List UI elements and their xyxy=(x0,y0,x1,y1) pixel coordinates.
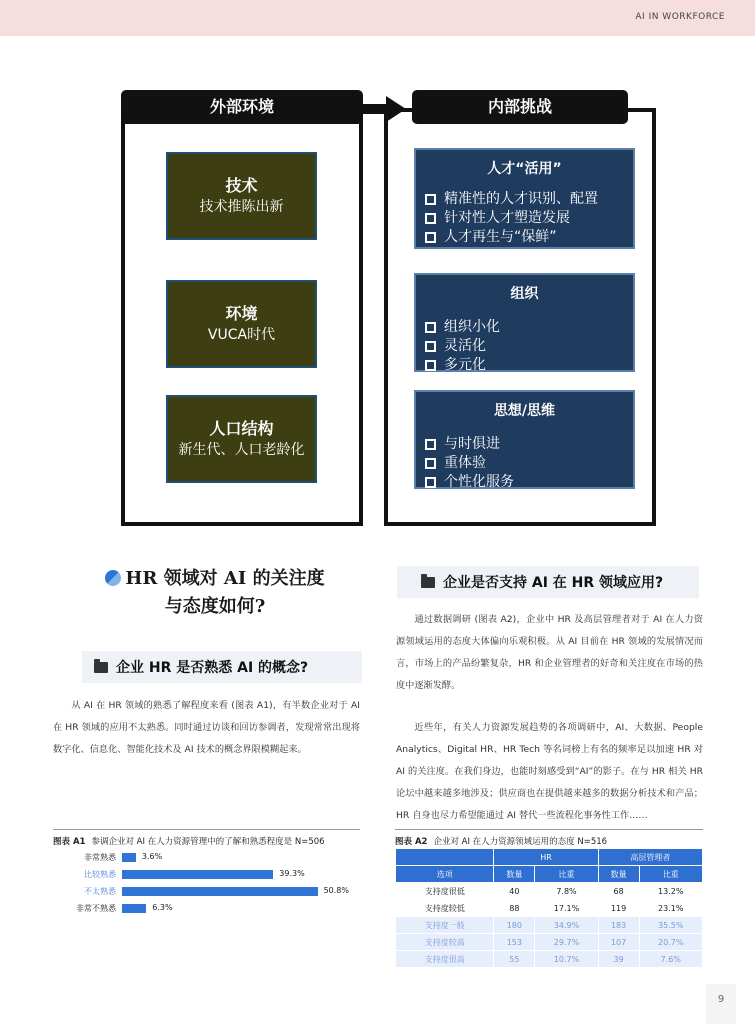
bar xyxy=(122,853,136,862)
checkbox-icon xyxy=(425,477,436,488)
right-subheading: 企业是否支持 AI 在 HR 领域应用? xyxy=(397,566,699,598)
checkbox-icon xyxy=(425,232,436,243)
list-item: 与时俱进 xyxy=(425,435,633,454)
checkbox-icon xyxy=(425,341,436,352)
right-paragraph-2: 近些年，有关人力资源发展趋势的各项调研中，AI、大数据、People Analytics、Digital HR、HR Tech 等名词榜上有名的频率足以加速 HR 对 AI 的关注度。在我们身边，也能时刻感受到“AI”的影子。在与 HR 相关 HR 论坛中越来越多地涉及；供应商也在提供越来越多的数据分析技术和产品；HR 自身也尽力希望能通过 AI 替代一些流程化事务性工作…… xyxy=(396,722,703,821)
bar-value-label: 50.8% xyxy=(323,886,349,895)
checkbox-icon xyxy=(425,439,436,450)
left-box-title: 环境 xyxy=(225,304,258,323)
table-group-header: HR xyxy=(494,849,598,866)
bar-value-label: 39.3% xyxy=(279,869,305,878)
left-box-title: 技术 xyxy=(225,176,258,195)
left-subheading: 企业 HR 是否熟悉 AI 的概念? xyxy=(82,651,362,683)
header-bar xyxy=(0,0,755,36)
list-item: 个性化服务 xyxy=(425,473,633,492)
bar xyxy=(122,887,318,896)
fig-a1-title: 图表 A1 参调企业对 AI 在人力资源管理中的了解和熟悉程度是 N=506 xyxy=(53,837,325,847)
table-header-empty xyxy=(396,849,494,866)
table-column-header: 选项 xyxy=(396,866,494,883)
table-column-header: 比重 xyxy=(535,866,598,883)
fig-a2-title: 图表 A2 企业对 AI 在人力资源领域运用的态度 N=516 xyxy=(395,837,608,847)
header-text: AI IN WORKFORCE xyxy=(635,12,725,22)
bar-category-label: 比较熟悉 xyxy=(84,870,116,879)
bar-value-label: 3.6% xyxy=(141,852,163,861)
fig-a2-table xyxy=(395,848,703,968)
right-head: 内部挑战 xyxy=(412,90,628,124)
list-item: 精准性的人才识别、配置 xyxy=(425,190,633,209)
right-box-title: 组织 xyxy=(510,286,539,302)
left-box-population xyxy=(166,395,317,483)
bar-category-label: 不太熟悉 xyxy=(84,887,116,896)
checkbox-icon xyxy=(425,322,436,333)
bar-category-label: 非常不熟悉 xyxy=(76,904,116,913)
fig-a1-rule xyxy=(53,829,360,830)
page-number: 9 xyxy=(706,984,736,1024)
right-box-mindset xyxy=(414,390,635,489)
folder-icon xyxy=(94,662,108,673)
bar-value-label: 6.3% xyxy=(152,903,173,912)
fig-a2-rule xyxy=(395,829,703,830)
table-column-header: 数量 xyxy=(494,866,535,883)
right-box-talent xyxy=(414,148,635,249)
list-item: 灵活化 xyxy=(425,337,633,356)
list-item: 针对性人才塑造发展 xyxy=(425,209,633,228)
right-box-org xyxy=(414,273,635,372)
section-title: HR 领域对 AI 的关注度 与态度如何? xyxy=(85,565,345,621)
checkbox-icon xyxy=(425,360,436,371)
table-column-header: 数量 xyxy=(598,866,639,883)
bar-category-label: 非常熟悉 xyxy=(84,853,116,862)
left-box-subtitle: 技术推陈出新 xyxy=(199,199,284,215)
checkbox-icon xyxy=(425,213,436,224)
bar xyxy=(122,904,146,913)
left-box-subtitle: VUCA时代 xyxy=(207,327,276,343)
left-box-title: 人口结构 xyxy=(209,419,274,438)
right-box-title: 思想/思维 xyxy=(493,403,556,419)
list-item: 人才再生与“保鲜” xyxy=(425,228,633,247)
globe-icon xyxy=(105,570,121,586)
left-paragraph: 从 AI 在 HR 领域的熟悉了解程度来看 (图表 A1)，有半数企业对于 AI 在 HR 领域的应用不太熟悉。同时通过访谈和回访参调者，发现常常出现将数字化、信息化、智能化技术及 AI 技术的概念界限模糊起来。 xyxy=(53,700,360,755)
table-group-header: 高层管理者 xyxy=(598,849,702,866)
arrow-right-icon xyxy=(354,96,406,122)
left-box-env xyxy=(166,280,317,368)
table-column-header: 比重 xyxy=(639,866,702,883)
left-box-tech xyxy=(166,152,317,240)
list-item: 多元化 xyxy=(425,356,633,375)
list-item: 重体验 xyxy=(425,454,633,473)
list-item: 组织小化 xyxy=(425,318,633,337)
bar xyxy=(122,870,273,879)
table-row: 支持度较高 153 29.7% 107 20.7% xyxy=(396,934,703,951)
table-row: 支持度很低 40 7.8% 68 13.2% xyxy=(396,883,703,900)
checkbox-icon xyxy=(425,458,436,469)
right-box-title: 人才“活用” xyxy=(487,161,562,177)
left-box-subtitle: 新生代、人口老龄化 xyxy=(178,442,305,458)
folder-icon xyxy=(421,577,435,588)
table-row: 支持度很高 55 10.7% 39 7.6% xyxy=(396,951,703,968)
checkbox-icon xyxy=(425,194,436,205)
table-row: 支持度较低 88 17.1% 119 23.1% xyxy=(396,900,703,917)
table-row: 支持度一般 180 34.9% 183 35.5% xyxy=(396,917,703,934)
left-head: 外部环境 xyxy=(121,90,363,124)
right-paragraph-1: 通过数据调研 (图表 A2)，企业中 HR 及高层管理者对于 AI 在人力资源领域运用的态度大体偏向乐观积极。从 AI 目前在 HR 领域的发展情况而言，市场上的产品纷繁复杂，HR 和企业管理者的好奇和关注度在市场的热度中逐渐发酵。 xyxy=(396,614,703,691)
